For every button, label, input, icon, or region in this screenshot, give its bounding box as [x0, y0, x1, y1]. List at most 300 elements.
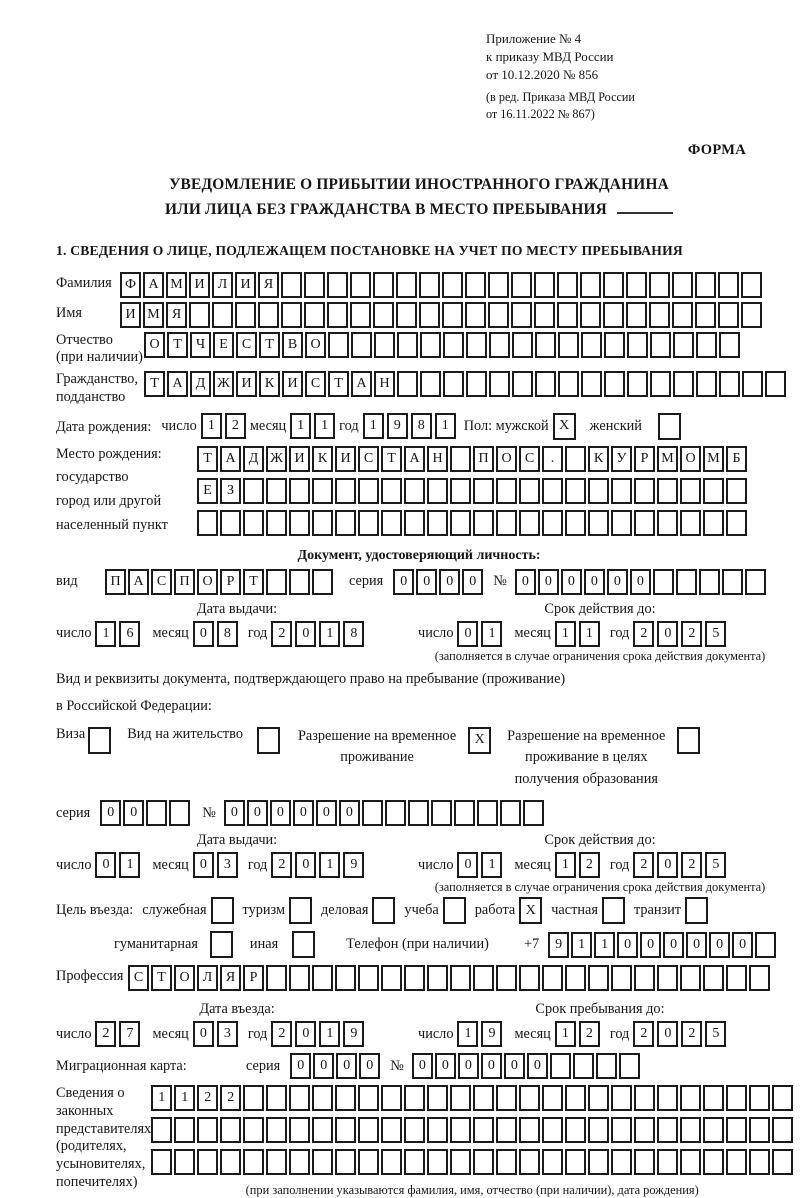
- char-box[interactable]: [519, 1149, 540, 1175]
- char-box[interactable]: [496, 1117, 517, 1143]
- purpose-study-checkbox[interactable]: [443, 897, 466, 924]
- char-box[interactable]: [289, 510, 310, 536]
- char-box[interactable]: [312, 478, 333, 504]
- char-box[interactable]: [718, 302, 739, 328]
- char-box[interactable]: Т: [243, 569, 264, 595]
- char-box[interactable]: [312, 569, 333, 595]
- char-box[interactable]: [696, 371, 717, 397]
- char-box[interactable]: Я: [220, 965, 241, 991]
- char-box[interactable]: 9: [343, 1021, 364, 1047]
- char-box[interactable]: 0: [458, 1053, 479, 1079]
- char-box[interactable]: [235, 302, 256, 328]
- char-box[interactable]: [243, 1085, 264, 1111]
- char-box[interactable]: Т: [151, 965, 172, 991]
- char-box[interactable]: [266, 510, 287, 536]
- purpose-transit-checkbox[interactable]: [685, 897, 708, 924]
- char-box[interactable]: 1: [95, 621, 116, 647]
- char-box[interactable]: [151, 1149, 172, 1175]
- char-box[interactable]: Л: [212, 272, 233, 298]
- char-box[interactable]: [197, 510, 218, 536]
- purpose-private-checkbox[interactable]: [602, 897, 625, 924]
- birth-place-row1-cells[interactable]: [197, 446, 747, 472]
- char-box[interactable]: Н: [427, 446, 448, 472]
- char-box[interactable]: 0: [193, 852, 214, 878]
- char-box[interactable]: [519, 965, 540, 991]
- char-box[interactable]: М: [703, 446, 724, 472]
- char-box[interactable]: [312, 965, 333, 991]
- char-box[interactable]: [489, 371, 510, 397]
- char-box[interactable]: 2: [225, 413, 246, 439]
- char-box[interactable]: [650, 371, 671, 397]
- char-box[interactable]: 1: [314, 413, 335, 439]
- char-box[interactable]: [488, 272, 509, 298]
- char-box[interactable]: [772, 1117, 793, 1143]
- char-box[interactable]: [719, 332, 740, 358]
- char-box[interactable]: [765, 371, 786, 397]
- char-box[interactable]: [450, 1149, 471, 1175]
- char-box[interactable]: 0: [100, 800, 121, 826]
- char-box[interactable]: [719, 371, 740, 397]
- char-box[interactable]: [603, 302, 624, 328]
- char-box[interactable]: 0: [316, 800, 337, 826]
- residence-permit-checkbox[interactable]: [257, 727, 280, 754]
- char-box[interactable]: [362, 800, 383, 826]
- identity-valid-year-cells[interactable]: [633, 621, 726, 647]
- char-box[interactable]: [657, 1085, 678, 1111]
- char-box[interactable]: [151, 1117, 172, 1143]
- char-box[interactable]: 0: [224, 800, 245, 826]
- char-box[interactable]: [580, 302, 601, 328]
- char-box[interactable]: 1: [555, 1021, 576, 1047]
- char-box[interactable]: [726, 1117, 747, 1143]
- char-box[interactable]: [634, 1117, 655, 1143]
- char-box[interactable]: Я: [258, 272, 279, 298]
- char-box[interactable]: О: [144, 332, 165, 358]
- char-box[interactable]: [653, 569, 674, 595]
- char-box[interactable]: 2: [681, 852, 702, 878]
- char-box[interactable]: 1: [457, 1021, 478, 1047]
- char-box[interactable]: [243, 1117, 264, 1143]
- char-box[interactable]: Б: [726, 446, 747, 472]
- char-box[interactable]: [358, 1085, 379, 1111]
- entry-year-cells[interactable]: [271, 1021, 364, 1047]
- char-box[interactable]: [611, 1149, 632, 1175]
- char-box[interactable]: [634, 510, 655, 536]
- char-box[interactable]: 7: [119, 1021, 140, 1047]
- char-box[interactable]: 0: [416, 569, 437, 595]
- char-box[interactable]: А: [128, 569, 149, 595]
- char-box[interactable]: [419, 302, 440, 328]
- char-box[interactable]: [358, 510, 379, 536]
- char-box[interactable]: И: [189, 272, 210, 298]
- char-box[interactable]: [404, 510, 425, 536]
- char-box[interactable]: А: [220, 446, 241, 472]
- char-box[interactable]: [304, 302, 325, 328]
- char-box[interactable]: [466, 371, 487, 397]
- char-box[interactable]: 0: [481, 1053, 502, 1079]
- char-box[interactable]: Т: [328, 371, 349, 397]
- char-box[interactable]: [496, 965, 517, 991]
- char-box[interactable]: [588, 510, 609, 536]
- char-box[interactable]: [581, 371, 602, 397]
- char-box[interactable]: [519, 478, 540, 504]
- char-box[interactable]: [755, 932, 776, 958]
- char-box[interactable]: [404, 1149, 425, 1175]
- char-box[interactable]: [427, 1117, 448, 1143]
- char-box[interactable]: 0: [462, 569, 483, 595]
- char-box[interactable]: [550, 1053, 571, 1079]
- purpose-tourism-checkbox[interactable]: [289, 897, 312, 924]
- char-box[interactable]: Л: [197, 965, 218, 991]
- char-box[interactable]: [266, 478, 287, 504]
- char-box[interactable]: [588, 1149, 609, 1175]
- char-box[interactable]: [657, 1149, 678, 1175]
- char-box[interactable]: 0: [247, 800, 268, 826]
- char-box[interactable]: Р: [243, 965, 264, 991]
- char-box[interactable]: [327, 302, 348, 328]
- char-box[interactable]: [534, 302, 555, 328]
- char-box[interactable]: [649, 272, 670, 298]
- char-box[interactable]: [557, 302, 578, 328]
- char-box[interactable]: [672, 272, 693, 298]
- char-box[interactable]: 1: [579, 621, 600, 647]
- char-box[interactable]: [749, 965, 770, 991]
- phone-cells[interactable]: [548, 932, 776, 958]
- char-box[interactable]: 5: [705, 1021, 726, 1047]
- residence-valid-month-cells[interactable]: [555, 852, 600, 878]
- char-box[interactable]: Д: [190, 371, 211, 397]
- char-box[interactable]: М: [143, 302, 164, 328]
- char-box[interactable]: [289, 965, 310, 991]
- char-box[interactable]: [703, 510, 724, 536]
- char-box[interactable]: 1: [151, 1085, 172, 1111]
- birth-day-cells[interactable]: [201, 413, 246, 439]
- char-box[interactable]: [443, 371, 464, 397]
- char-box[interactable]: 0: [538, 569, 559, 595]
- char-box[interactable]: С: [151, 569, 172, 595]
- char-box[interactable]: П: [473, 446, 494, 472]
- char-box[interactable]: [450, 1117, 471, 1143]
- char-box[interactable]: [174, 1149, 195, 1175]
- char-box[interactable]: [266, 965, 287, 991]
- char-box[interactable]: [726, 1149, 747, 1175]
- char-box[interactable]: 0: [295, 1021, 316, 1047]
- char-box[interactable]: [358, 965, 379, 991]
- char-box[interactable]: [335, 1117, 356, 1143]
- char-box[interactable]: 0: [412, 1053, 433, 1079]
- char-box[interactable]: [373, 302, 394, 328]
- char-box[interactable]: [381, 478, 402, 504]
- char-box[interactable]: [722, 569, 743, 595]
- char-box[interactable]: [243, 1149, 264, 1175]
- identity-valid-day-cells[interactable]: [457, 621, 502, 647]
- char-box[interactable]: [358, 1117, 379, 1143]
- char-box[interactable]: [749, 1085, 770, 1111]
- char-box[interactable]: [358, 1149, 379, 1175]
- char-box[interactable]: [626, 302, 647, 328]
- char-box[interactable]: [749, 1149, 770, 1175]
- char-box[interactable]: [511, 272, 532, 298]
- char-box[interactable]: [146, 800, 167, 826]
- char-box[interactable]: [450, 478, 471, 504]
- char-box[interactable]: [289, 569, 310, 595]
- char-box[interactable]: [634, 1149, 655, 1175]
- char-box[interactable]: [381, 1085, 402, 1111]
- char-box[interactable]: [542, 1149, 563, 1175]
- char-box[interactable]: К: [259, 371, 280, 397]
- char-box[interactable]: 1: [594, 932, 615, 958]
- residence-valid-day-cells[interactable]: [457, 852, 502, 878]
- residence-issue-year-cells[interactable]: [271, 852, 364, 878]
- char-box[interactable]: 2: [681, 621, 702, 647]
- char-box[interactable]: [699, 569, 720, 595]
- char-box[interactable]: 2: [579, 852, 600, 878]
- birth-year-cells[interactable]: [363, 413, 456, 439]
- char-box[interactable]: И: [335, 446, 356, 472]
- char-box[interactable]: [649, 302, 670, 328]
- char-box[interactable]: Д: [243, 446, 264, 472]
- char-box[interactable]: О: [305, 332, 326, 358]
- char-box[interactable]: [312, 510, 333, 536]
- char-box[interactable]: [427, 510, 448, 536]
- char-box[interactable]: [266, 1117, 287, 1143]
- char-box[interactable]: [289, 478, 310, 504]
- char-box[interactable]: [197, 1149, 218, 1175]
- identity-number-cells[interactable]: [515, 569, 766, 595]
- char-box[interactable]: [465, 272, 486, 298]
- char-box[interactable]: 2: [633, 852, 654, 878]
- char-box[interactable]: [703, 1149, 724, 1175]
- purpose-other-checkbox[interactable]: [292, 931, 315, 958]
- char-box[interactable]: О: [174, 965, 195, 991]
- char-box[interactable]: [565, 446, 586, 472]
- char-box[interactable]: [473, 965, 494, 991]
- char-box[interactable]: 0: [295, 621, 316, 647]
- char-box[interactable]: [473, 478, 494, 504]
- char-box[interactable]: 2: [681, 1021, 702, 1047]
- char-box[interactable]: [580, 272, 601, 298]
- char-box[interactable]: [381, 1117, 402, 1143]
- char-box[interactable]: [588, 1085, 609, 1111]
- residence-issue-day-cells[interactable]: [95, 852, 140, 878]
- char-box[interactable]: [450, 1085, 471, 1111]
- char-box[interactable]: [512, 371, 533, 397]
- char-box[interactable]: [519, 1085, 540, 1111]
- char-box[interactable]: [703, 478, 724, 504]
- char-box[interactable]: [289, 1085, 310, 1111]
- char-box[interactable]: 0: [193, 1021, 214, 1047]
- char-box[interactable]: [535, 371, 556, 397]
- patronymic-cells[interactable]: [144, 332, 740, 358]
- char-box[interactable]: 0: [657, 1021, 678, 1047]
- char-box[interactable]: [611, 965, 632, 991]
- entry-day-cells[interactable]: [95, 1021, 140, 1047]
- char-box[interactable]: 8: [343, 621, 364, 647]
- char-box[interactable]: 2: [271, 621, 292, 647]
- char-box[interactable]: [596, 1053, 617, 1079]
- char-box[interactable]: [442, 302, 463, 328]
- stay-year-cells[interactable]: [633, 1021, 726, 1047]
- char-box[interactable]: Т: [197, 446, 218, 472]
- char-box[interactable]: 1: [481, 852, 502, 878]
- char-box[interactable]: [312, 1149, 333, 1175]
- char-box[interactable]: [588, 1117, 609, 1143]
- identity-series-cells[interactable]: [393, 569, 483, 595]
- legal-reps-row3-cells[interactable]: [151, 1149, 793, 1175]
- char-box[interactable]: [358, 478, 379, 504]
- char-box[interactable]: [696, 332, 717, 358]
- char-box[interactable]: [381, 965, 402, 991]
- char-box[interactable]: 1: [571, 932, 592, 958]
- char-box[interactable]: 0: [295, 852, 316, 878]
- char-box[interactable]: З: [220, 478, 241, 504]
- char-box[interactable]: [523, 800, 544, 826]
- char-box[interactable]: 0: [732, 932, 753, 958]
- temp-residence-permit-checkbox[interactable]: X: [468, 727, 491, 754]
- char-box[interactable]: [473, 1117, 494, 1143]
- char-box[interactable]: [511, 302, 532, 328]
- char-box[interactable]: 9: [387, 413, 408, 439]
- char-box[interactable]: [680, 510, 701, 536]
- identity-kind-cells[interactable]: [105, 569, 333, 595]
- char-box[interactable]: [220, 510, 241, 536]
- char-box[interactable]: С: [358, 446, 379, 472]
- char-box[interactable]: [420, 332, 441, 358]
- purpose-humanitarian-checkbox[interactable]: [210, 931, 233, 958]
- char-box[interactable]: [396, 272, 417, 298]
- char-box[interactable]: И: [120, 302, 141, 328]
- char-box[interactable]: [427, 1149, 448, 1175]
- char-box[interactable]: [351, 332, 372, 358]
- char-box[interactable]: [726, 965, 747, 991]
- char-box[interactable]: [473, 510, 494, 536]
- char-box[interactable]: 0: [393, 569, 414, 595]
- char-box[interactable]: [335, 510, 356, 536]
- char-box[interactable]: О: [197, 569, 218, 595]
- purpose-work-checkbox[interactable]: X: [519, 897, 542, 924]
- char-box[interactable]: [328, 332, 349, 358]
- char-box[interactable]: 1: [290, 413, 311, 439]
- char-box[interactable]: [703, 1085, 724, 1111]
- char-box[interactable]: [304, 272, 325, 298]
- char-box[interactable]: 8: [411, 413, 432, 439]
- char-box[interactable]: 6: [119, 621, 140, 647]
- char-box[interactable]: [680, 478, 701, 504]
- char-box[interactable]: [695, 302, 716, 328]
- char-box[interactable]: [611, 510, 632, 536]
- char-box[interactable]: 0: [663, 932, 684, 958]
- char-box[interactable]: [558, 332, 579, 358]
- char-box[interactable]: [289, 1117, 310, 1143]
- char-box[interactable]: [703, 965, 724, 991]
- char-box[interactable]: [404, 1085, 425, 1111]
- char-box[interactable]: [420, 371, 441, 397]
- char-box[interactable]: [745, 569, 766, 595]
- char-box[interactable]: [374, 332, 395, 358]
- char-box[interactable]: [335, 1085, 356, 1111]
- char-box[interactable]: [442, 272, 463, 298]
- char-box[interactable]: [634, 478, 655, 504]
- char-box[interactable]: 2: [633, 1021, 654, 1047]
- char-box[interactable]: [718, 272, 739, 298]
- char-box[interactable]: 0: [270, 800, 291, 826]
- char-box[interactable]: 2: [271, 852, 292, 878]
- char-box[interactable]: 2: [95, 1021, 116, 1047]
- char-box[interactable]: [289, 1149, 310, 1175]
- char-box[interactable]: 1: [481, 621, 502, 647]
- purpose-official-checkbox[interactable]: [211, 897, 234, 924]
- char-box[interactable]: [281, 302, 302, 328]
- char-box[interactable]: [749, 1117, 770, 1143]
- char-box[interactable]: [772, 1085, 793, 1111]
- char-box[interactable]: Ж: [213, 371, 234, 397]
- char-box[interactable]: [581, 332, 602, 358]
- char-box[interactable]: [519, 1117, 540, 1143]
- char-box[interactable]: [169, 800, 190, 826]
- char-box[interactable]: [588, 965, 609, 991]
- citizenship-cells[interactable]: [144, 371, 786, 397]
- char-box[interactable]: [243, 478, 264, 504]
- char-box[interactable]: [604, 371, 625, 397]
- char-box[interactable]: 5: [705, 621, 726, 647]
- char-box[interactable]: М: [166, 272, 187, 298]
- char-box[interactable]: [542, 1117, 563, 1143]
- char-box[interactable]: [657, 965, 678, 991]
- char-box[interactable]: [680, 1085, 701, 1111]
- char-box[interactable]: У: [611, 446, 632, 472]
- char-box[interactable]: [588, 478, 609, 504]
- char-box[interactable]: [542, 965, 563, 991]
- char-box[interactable]: [404, 1117, 425, 1143]
- edu-residence-permit-checkbox[interactable]: [677, 727, 700, 754]
- char-box[interactable]: [772, 1149, 793, 1175]
- char-box[interactable]: В: [282, 332, 303, 358]
- char-box[interactable]: [535, 332, 556, 358]
- char-box[interactable]: [634, 965, 655, 991]
- char-box[interactable]: 0: [686, 932, 707, 958]
- sex-male-checkbox[interactable]: X: [553, 413, 576, 440]
- char-box[interactable]: С: [128, 965, 149, 991]
- char-box[interactable]: 2: [271, 1021, 292, 1047]
- char-box[interactable]: [473, 1085, 494, 1111]
- char-box[interactable]: 1: [555, 621, 576, 647]
- char-box[interactable]: [611, 1117, 632, 1143]
- char-box[interactable]: К: [312, 446, 333, 472]
- char-box[interactable]: [634, 1085, 655, 1111]
- char-box[interactable]: [741, 272, 762, 298]
- char-box[interactable]: [197, 1117, 218, 1143]
- char-box[interactable]: 0: [359, 1053, 380, 1079]
- char-box[interactable]: 1: [119, 852, 140, 878]
- char-box[interactable]: [500, 800, 521, 826]
- char-box[interactable]: 0: [617, 932, 638, 958]
- residence-valid-year-cells[interactable]: [633, 852, 726, 878]
- char-box[interactable]: [427, 965, 448, 991]
- birth-place-row2-cells[interactable]: [197, 478, 747, 504]
- char-box[interactable]: 0: [457, 621, 478, 647]
- char-box[interactable]: Т: [381, 446, 402, 472]
- char-box[interactable]: [312, 1117, 333, 1143]
- char-box[interactable]: [650, 332, 671, 358]
- char-box[interactable]: 9: [481, 1021, 502, 1047]
- char-box[interactable]: [673, 332, 694, 358]
- char-box[interactable]: [496, 478, 517, 504]
- char-box[interactable]: [542, 478, 563, 504]
- char-box[interactable]: 2: [579, 1021, 600, 1047]
- char-box[interactable]: Е: [213, 332, 234, 358]
- char-box[interactable]: [657, 478, 678, 504]
- char-box[interactable]: [676, 569, 697, 595]
